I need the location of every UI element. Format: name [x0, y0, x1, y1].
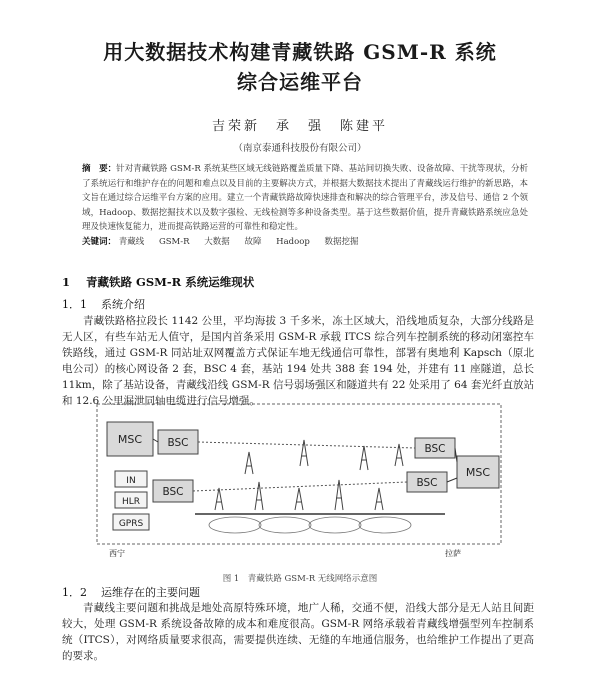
- paragraph-system-intro: 青藏铁路格拉段长 1142 公里，平均海拔 3 千多米，冻土区域大，沿线地质复杂，大部分线路是无人区，有些车站无人值守，是国内首条采用 GSM-R 承载 ITCS 综合列车控制系统的移动闭塞控车铁路线，通过 GSM-R 同站址双网覆盖方式保证车地无线通信可靠性，部署有奥地利 Kapsch（原北电公司）的核心网设备 2 套，BSC 4 套，基站 194 处共 388 套 194 处，并建有 11 座隧道，总长 11km，除了基站设备，青藏线沿线 GSM-R 信号弱场强区和隧道共有 22 处采用了 64 套光纤直放站和 12.6 公里漏泄同轴电缆进行信号增强。: [62, 315, 534, 407]
- paper-title-line2: 综合运维平台: [237, 70, 363, 94]
- keyword: 数据挖掘: [324, 237, 359, 247]
- antenna-icon: [215, 488, 223, 510]
- keyword: 故障: [244, 237, 262, 247]
- section-number: 1．1: [62, 298, 87, 311]
- gprs-label: GPRS: [118, 519, 144, 529]
- antenna-icon: [245, 452, 253, 474]
- antenna-icon: [360, 446, 368, 470]
- paper-title-line1: 用大数据技术构建青藏铁路 GSM-R 系统: [103, 40, 497, 64]
- link: [153, 439, 158, 442]
- msc-right-label: MSC: [465, 466, 491, 479]
- keyword: Hadoop: [276, 237, 310, 247]
- section-title: 运维存在的主要问题: [101, 586, 200, 599]
- section-number: 1: [62, 275, 71, 289]
- keywords-label: 关键词：: [82, 237, 117, 247]
- keywords: [82, 235, 528, 247]
- keyword: GSM-R: [158, 237, 190, 247]
- coverage-ellipses: [209, 517, 411, 533]
- place-right-label: 拉萨: [445, 549, 461, 558]
- antenna-icon: [300, 440, 308, 466]
- link: [447, 478, 457, 482]
- in-label: IN: [126, 476, 136, 486]
- affiliation: （南京泰通科技股份有限公司）: [233, 143, 367, 154]
- paragraph-main-problems: 青藏线主要问题和挑战是地处高原特殊环境，地广人稀，交通不便，沿线大部分是无人站且间距较大，处理 GSM-R 系统设备故障的成本和难度很高。GSM-R 网络承载着青藏线增强型列车控制系统（ITCS），对网络质量要求很高，需要提供连续、无缝的车地通信服务，也给维护工作提出了更高的要求。: [62, 602, 534, 662]
- bsc-top-label: BSC: [167, 437, 189, 449]
- antenna-icon: [295, 488, 303, 510]
- authors: 吉荣新 承 强 陈建平: [211, 119, 388, 134]
- abstract-text: 针对青藏铁路 GSM-R 系统某些区域无线链路覆盖质量下降、基站间切换失败、设备故障、干扰等现状，分析了系统运行和维护存在的问题和难点以及目前的主要解决方式，并根据大数据技术提出了青藏线运行维护的新思路，本文旨在通过综合运维平台方案的应用。建立一个青藏铁路故障快速排查和解决的综合管理平台，涉及信号、通信 2 个领域，Hadoop、数据挖掘技术以及数字强检、无线检测等多种设备类型。基于这些数据价值，提升青藏铁路系统应急处理及快速恢复能力，进而提高铁路运营的可靠性和稳定性。: [82, 164, 528, 232]
- abstract-label: 摘 要：: [82, 164, 117, 174]
- section-heading-1-1: [62, 296, 145, 312]
- antenna-icon: [375, 488, 383, 510]
- keyword: 青藏线: [118, 237, 145, 247]
- section-heading-1: [62, 274, 254, 290]
- section-title: 青藏铁路 GSM-R 系统运维现状: [86, 275, 255, 289]
- keyword: 大数据: [204, 237, 230, 247]
- link: [198, 442, 415, 448]
- link: [193, 482, 407, 491]
- figure-caption: 图 1 青藏铁路 GSM-R 无线网络示意图: [222, 574, 378, 584]
- bsc-right-top-label: BSC: [424, 443, 446, 455]
- section-title: 系统介绍: [101, 298, 145, 311]
- section-number: 1．2: [62, 586, 87, 599]
- base-station-icons: [215, 440, 403, 510]
- bsc-bottom-label: BSC: [162, 486, 184, 498]
- antenna-icon: [255, 482, 263, 510]
- section-heading-1-2: [62, 584, 200, 600]
- abstract: [82, 162, 528, 235]
- place-left-label: 西宁: [109, 549, 125, 558]
- hlr-label: HLR: [121, 497, 141, 507]
- msc-left-label: MSC: [117, 433, 143, 446]
- bsc-right-bottom-label: BSC: [416, 477, 438, 489]
- network-diagram: [95, 400, 505, 564]
